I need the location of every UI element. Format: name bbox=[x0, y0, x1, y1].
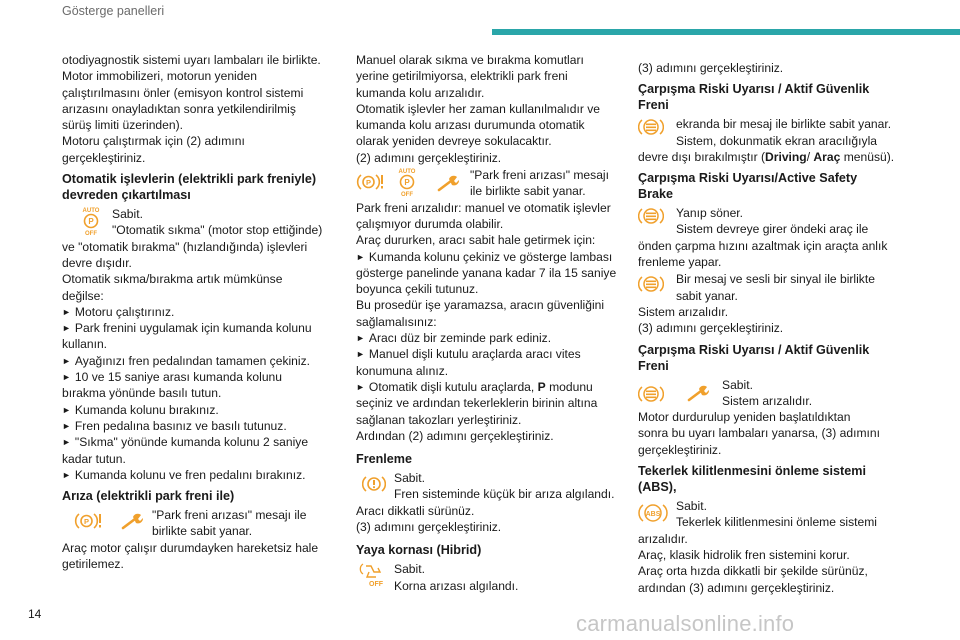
park-brake-icon-row: P AUTO P OFF "Park freni arızası" mesajı ile birlikte sabit yanar. bbox=[356, 167, 628, 200]
wrench-icon bbox=[686, 383, 710, 403]
col1-fault-body: Araç motor çalışır durumdayken hareketsiz hale getirilemez. bbox=[62, 540, 319, 572]
collision-icon-row-3: Sabit. Sistem arızalıdır. bbox=[638, 377, 900, 410]
col3-s1-body: devre dışı bırakılmıştır (Driving/ Araç menüsü). bbox=[638, 149, 895, 164]
svg-text:P: P bbox=[88, 217, 94, 227]
col3-s2-body: önden çarpma hızını azaltmak için araçta anlık frenleme yapar. bbox=[638, 238, 888, 270]
heading-collision-risk-1: Çarpışma Riski Uyarısı / Aktif Güvenlik Freni bbox=[638, 82, 870, 113]
col1-intro: otodiyagnostik sistemi uyarı lambaları ile birlikte. Motor immobilizeri, motorun yeniden çalıştırılmasını önler (emisyon kontrol sistemi arızasını onayladıktan sonra yetkilendirilmiş sürüş limiti üzerinden). Motoru çalıştırmak için (2) adımını gerçekleştiriniz. bbox=[62, 53, 321, 165]
heading-braking: Frenleme bbox=[356, 452, 412, 467]
abs-warning-icon bbox=[638, 502, 668, 524]
col3-s3-body: Motor durdurulup yeniden başlatıldıktan sonra bu uyarı lambaları yanarsa, (3) adımını gerçekleştiriniz. bbox=[638, 410, 880, 457]
column-2 bbox=[356, 52, 628, 594]
col3-top: (3) adımını gerçekleştiriniz. bbox=[638, 61, 784, 75]
column-1 bbox=[62, 52, 334, 572]
horn-icon-row: OFF Sabit. Korna arızası algılandı. bbox=[356, 561, 628, 594]
heading-collision-risk-3: Çarpışma Riski Uyarısı / Aktif Güvenlik Freni bbox=[638, 342, 870, 373]
heading-abs: Tekerlek kilitlenmesini önleme sistemi (ABS), bbox=[638, 464, 866, 495]
col2-intro: Manuel olarak sıkma ve bırakma komutları yerine getirilmiyorsa, elektrikli park freni kumanda kolu arızalıdır. Otomatik işlevler her zaman kullanılmalıdır ve kumanda kolu arızası durumunda otomatik olarak yeniden devreye sokulacaktır. (2) adımını gerçekleştiriniz. bbox=[356, 53, 600, 165]
watermark: carmanualsonline.info bbox=[576, 611, 795, 636]
col2-pb-body: Park freni arızalıdır: manuel ve otomatik işlevler çalışmıyor durumda olabilir. Araç dururken, aracı sabit hale getirmek için: ► Kumanda kolunu çekiniz ve gösterge lambası gösterge panelinde yanana kadar 7 ila 15 saniye boyunca çekili tutunuz. Bu prosedür işe yaramazsa, aracın güvenliğini sağlamalısınız: ► Aracı düz bir zeminde park ediniz. ► Manuel dişli kutulu araçlarda aracı vites konumuna alınız. ► Otomatik dişli kutulu araçlarda, P modunu seçiniz ve ardından tekerleklerin birinin altına sağlanan takozları yerleştiriniz. Ardından (2) adımını gerçekleştiriniz. bbox=[356, 200, 617, 443]
header-accent-bar bbox=[492, 29, 960, 35]
collision-warning-icon bbox=[638, 205, 664, 227]
collision-warning-icon bbox=[638, 273, 664, 295]
svg-text:P: P bbox=[404, 178, 410, 188]
auto-p-off-icon bbox=[394, 167, 420, 197]
heading-auto-functions: Otomatik işlevlerin (elektrikli park freniyle) devreden çıkartılması bbox=[62, 172, 317, 203]
park-brake-fault-icon bbox=[74, 511, 104, 531]
svg-text:P: P bbox=[83, 517, 90, 527]
col3-s4-body: arızalıdır. Araç, klasik hidrolik fren sistemini korur. Araç orta hızda dikkatli bir şekilde sürünüz, ardından (3) adımını gerçekleştiriniz. bbox=[638, 531, 868, 595]
svg-text:P: P bbox=[365, 178, 372, 188]
page-number: 14 bbox=[28, 607, 42, 621]
col1-auto-body: ve "otomatik bırakma" (hızlandığında) işlevleri devre dışıdır. Otomatik sıkma/bırakma artık mümkünse değilse: bbox=[62, 239, 308, 303]
wrench-icon bbox=[428, 167, 462, 197]
brake-icon-row: Sabit. Fren sisteminde küçük bir arıza algılandı. bbox=[356, 470, 628, 503]
wrench-icon bbox=[120, 511, 144, 531]
heading-pedestrian-horn: Yaya kornası (Hibrid) bbox=[356, 543, 482, 558]
collision-icon-row-2: Yanıp söner. Sistem devreye girer öndeki araç ile bbox=[638, 205, 900, 238]
svg-text:AUTO: AUTO bbox=[398, 169, 416, 176]
collision-warning-icon bbox=[638, 116, 664, 138]
col1-auto-bullets: ► Motoru çalıştırınız. ► Park frenini uygulamak için kumanda kolunu kullanın. ► Ayağınızı fren pedalından tamamen çekiniz. ► 10 ve 15 saniye arası kumanda kolunu bırakma yönünde basılı tutun. ► Kumanda kolunu bırakınız. ► Fren pedalına basınız ve basılı tutunuz. ► "Sıkma" yönünde kumanda kolunu 2 saniye kadar tutun. ► Kumanda kolunu ve fren pedalını bırakınız. bbox=[62, 304, 312, 482]
svg-text:ABS: ABS bbox=[645, 511, 661, 519]
heading-collision-risk-2: Çarpışma Riski Uyarısı/Active Safety Brake bbox=[638, 171, 858, 202]
collision-warning-icon bbox=[638, 383, 664, 405]
fault-icon-row: P "Park freni arızası" mesajı ile birlikte sabit yanar. bbox=[62, 507, 334, 540]
park-brake-fault-icon bbox=[356, 167, 386, 197]
heading-fault: Arıza (elektrikli park freni ile) bbox=[62, 489, 235, 504]
collision-icon-row-1: ekranda bir mesaj ile birlikte sabit yanar. Sistem, dokunmatik ekran aracılığıyla bbox=[638, 116, 900, 149]
svg-text:OFF: OFF bbox=[401, 192, 413, 198]
col2-brake-body: Aracı dikkatli sürünüz. (3) adımını gerçekleştiriniz. bbox=[356, 503, 502, 535]
svg-text:OFF: OFF bbox=[85, 231, 97, 237]
brake-warning-icon bbox=[362, 474, 386, 494]
svg-text:OFF: OFF bbox=[369, 581, 383, 588]
auto-p-off-icon bbox=[78, 206, 104, 236]
svg-text:AUTO: AUTO bbox=[82, 208, 100, 215]
collision-icon-row-2b: Bir mesaj ve sesli bir sinyal ile birlikte sabit yanar. bbox=[638, 271, 900, 304]
pedestrian-horn-off-icon bbox=[358, 561, 388, 587]
section-title: Gösterge panelleri bbox=[62, 4, 165, 18]
abs-icon-row: ABS Sabit. Tekerlek kilitlenmesini önleme sistemi bbox=[638, 498, 900, 531]
auto-off-icon-row: AUTO P OFF Sabit. "Otomatik sıkma" (motor stop ettiğinde) bbox=[62, 206, 334, 239]
col3-s2b-body: Sistem arızalıdır. (3) adımını gerçekleştiriniz. bbox=[638, 304, 784, 336]
column-3 bbox=[638, 60, 900, 596]
